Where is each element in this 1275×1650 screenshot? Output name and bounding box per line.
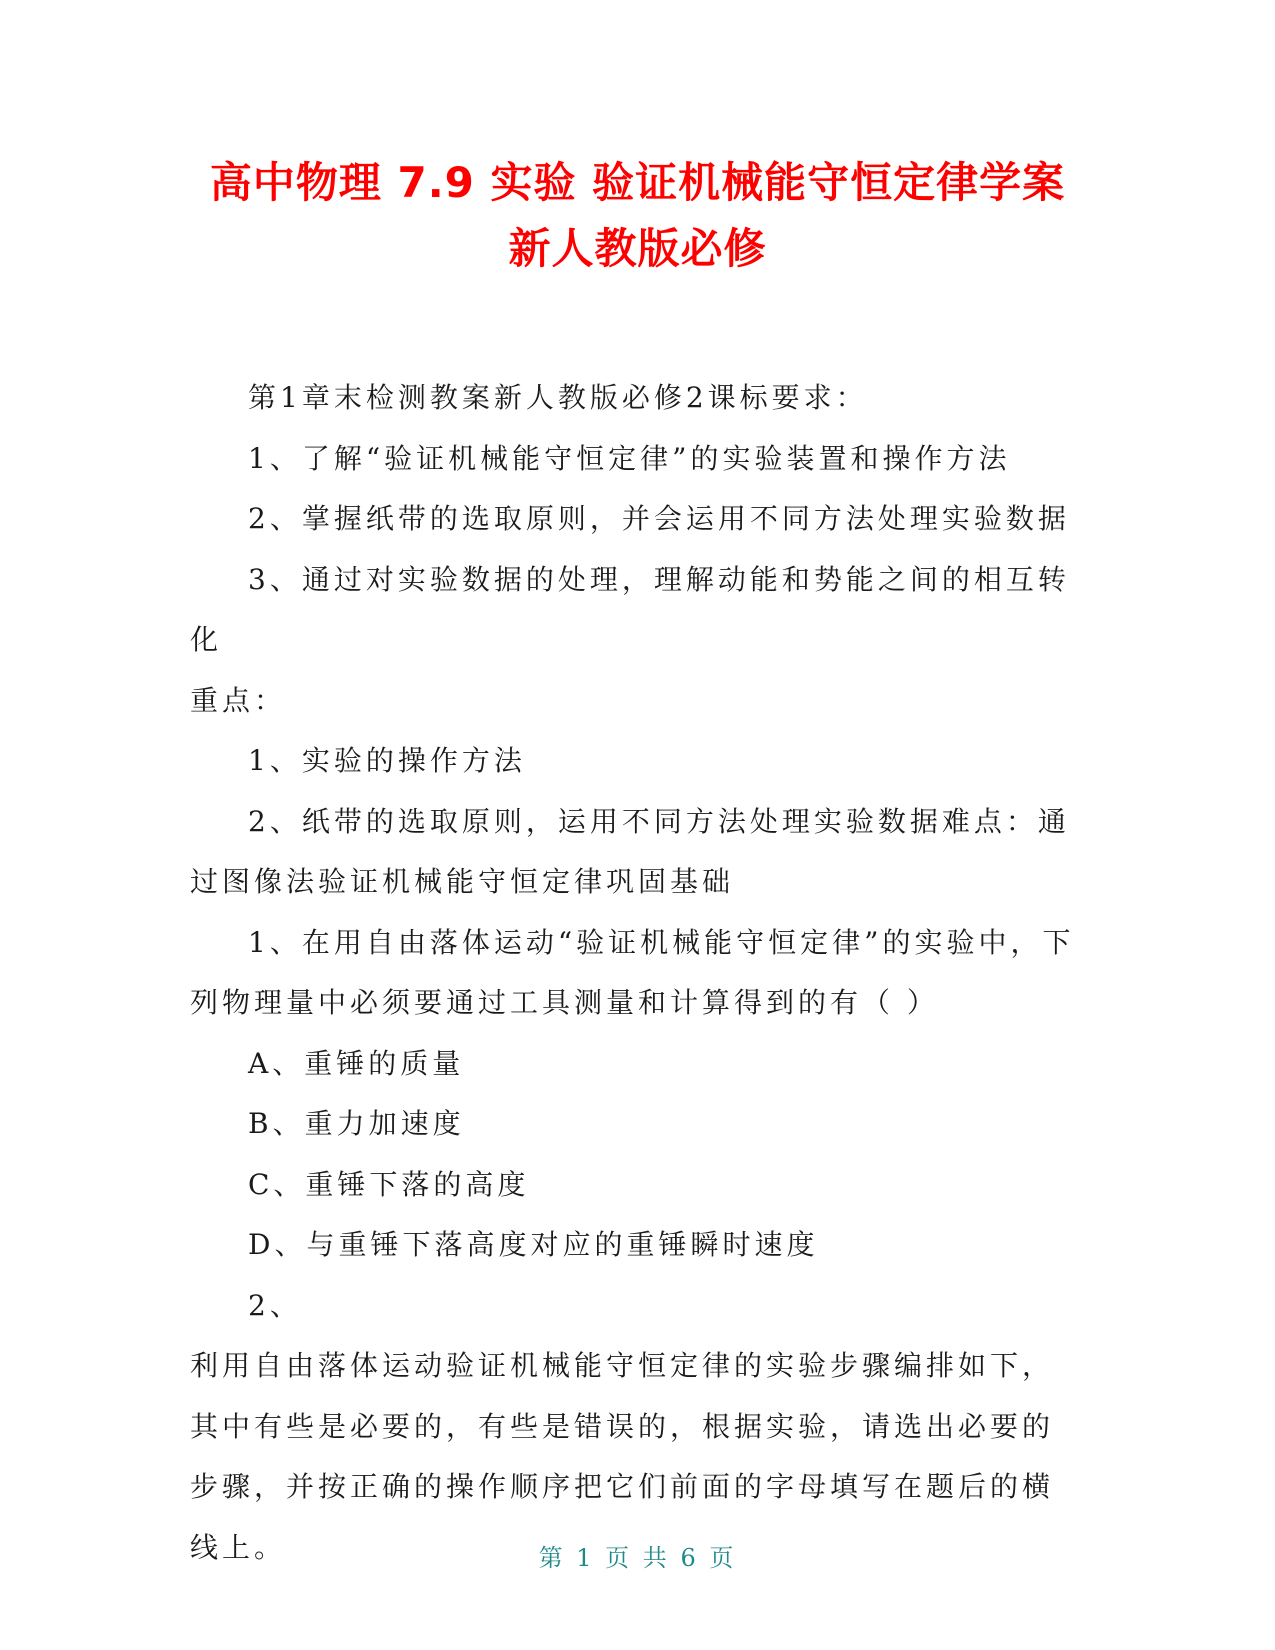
paragraph-key-point-2: 2、纸带的选取原则，运用不同方法处理实验数据难点：通过图像法验证机械能守恒定律巩固基础 bbox=[190, 804, 1070, 898]
paragraph-question-1: 1、在用自由落体运动“验证机械能守恒定律”的实验中，下列物理量中必须要通过工具测量和计算得到的有（ ） bbox=[190, 925, 1075, 1019]
paragraph-option-b: B、重力加速度 bbox=[248, 1107, 465, 1140]
paragraph-option-c: C、重锤下落的高度 bbox=[248, 1167, 530, 1201]
paragraph-key-points-heading: 重点： bbox=[190, 683, 287, 717]
page-footer: 第 1 页 共 6 页 bbox=[538, 1544, 737, 1572]
paragraph-question-2-text: 利用自由落体运动验证机械能守恒定律的实验步骤编排如下，其中有些是必要的，有些是错误的，根据实验，请选出必要的步骤，并按正确的操作顺序把它们前面的字母填写在题后的横线上。 bbox=[190, 1349, 1055, 1564]
document-title bbox=[150, 150, 1125, 282]
title-line-1: 高中物理 7.9 实验 验证机械能守恒定律学案 bbox=[209, 158, 1066, 207]
paragraph-option-d: D、与重锤下落高度对应的重锤瞬时速度 bbox=[248, 1228, 819, 1261]
paragraph-question-2-number: 2、 bbox=[248, 1288, 302, 1322]
paragraph-requirement-1: 1、了解“验证机械能守恒定律”的实验装置和操作方法 bbox=[248, 441, 1011, 475]
paragraph-requirement-2: 2、掌握纸带的选取原则，并会运用不同方法处理实验数据 bbox=[248, 502, 1070, 535]
document-body bbox=[190, 368, 1080, 1578]
title-line-2: 新人教版必修 bbox=[508, 224, 767, 273]
paragraph-option-a: A、重锤的质量 bbox=[248, 1046, 465, 1080]
paragraph-intro: 第1章末检测教案新人教版必修2课标要求： bbox=[248, 381, 868, 414]
paragraph-requirement-3: 3、通过对实验数据的处理，理解动能和势能之间的相互转化 bbox=[190, 562, 1070, 656]
paragraph-key-point-1: 1、实验的操作方法 bbox=[248, 744, 526, 777]
